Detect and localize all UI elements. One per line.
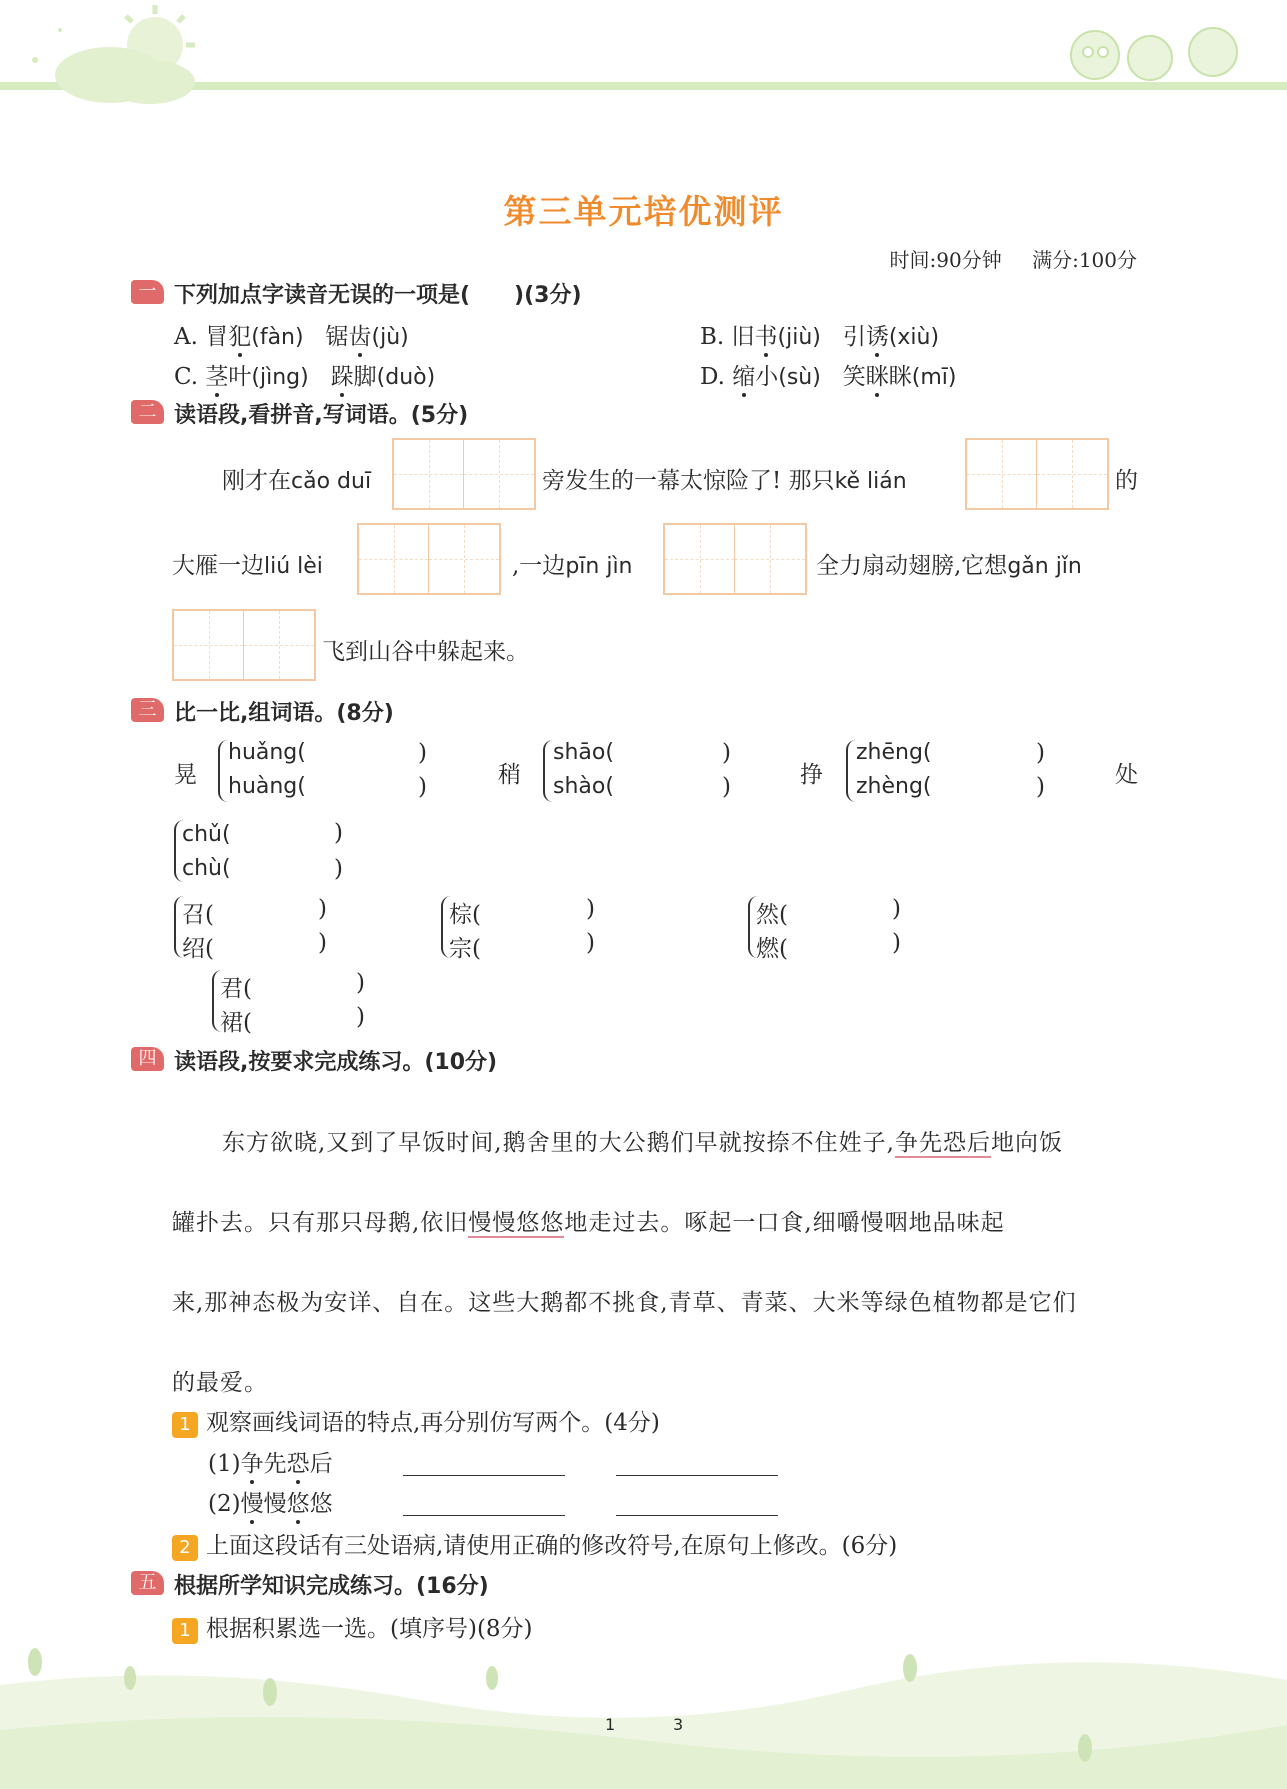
option-a[interactable]: A. 冒犯(fàn) 锯齿(jù)	[174, 318, 409, 351]
answer-blank[interactable]	[616, 1515, 778, 1516]
close-paren: )	[418, 774, 427, 800]
sub-item: (2)慢慢悠悠	[208, 1485, 333, 1518]
compare-word: huǎng(	[228, 740, 306, 765]
passage-line: 来,那神态极为安详、自在。这些大鹅都不挑食,青草、青菜、大米等绿色植物都是它们	[172, 1290, 1077, 1316]
section-badge: 四	[131, 1047, 164, 1071]
compare-word: 君(	[220, 976, 252, 1002]
option-b[interactable]: B. 旧书(jiù) 引诱(xiù)	[700, 318, 939, 351]
passage-line: 东方欲晓,又到了早饭时间,鹅舍里的大公鹅们早就按捺不住姓子,争先恐后地向饭	[222, 1130, 1063, 1156]
close-paren: )	[1036, 740, 1045, 766]
compare-word: 棕(	[449, 902, 481, 928]
close-paren: )	[722, 774, 731, 800]
compare-word: 然(	[756, 902, 788, 928]
exam-meta	[866, 244, 1137, 273]
compare-word: chù(	[182, 856, 231, 881]
section-heading: 下列加点字读音无误的一项是( )(3分)	[174, 283, 582, 308]
option-c[interactable]: C. 茎叶(jìng) 跺脚(duò)	[174, 358, 435, 391]
sub-question: 2 上面这段话有三处语病,请使用正确的修改符号,在原句上修改。(6分)	[172, 1527, 897, 1561]
passage-text: 旁发生的一幕太惊险了! 那只kě lián	[542, 468, 907, 494]
compare-word: 燃(	[756, 936, 788, 962]
answer-grid[interactable]	[357, 523, 501, 595]
compare-char: 稍	[498, 762, 521, 788]
passage-line: 罐扑去。只有那只母鹅,依旧慢慢悠悠地走过去。啄起一口食,细嚼慢咽地品味起	[172, 1210, 1005, 1236]
answer-grid[interactable]	[965, 438, 1109, 510]
section-badge: 二	[131, 400, 164, 424]
close-paren: )	[334, 820, 343, 846]
close-paren: )	[892, 896, 901, 922]
section-badge: 一	[131, 280, 164, 304]
passage-text: 的	[1115, 468, 1138, 494]
compare-char: 挣	[800, 762, 823, 788]
close-paren: )	[318, 896, 327, 922]
page-number-left: 1	[605, 1715, 616, 1734]
answer-grid[interactable]	[663, 523, 807, 595]
section-heading: 读语段,按要求完成练习。(10分)	[174, 1050, 498, 1075]
passage-text: 刚才在cǎo duī	[222, 468, 372, 494]
sub-question: 1 根据积累选一选。(填序号)(8分)	[172, 1610, 533, 1644]
passage-text: 全力扇动翅膀,它想gǎn jǐn	[816, 553, 1082, 579]
full-score: 满分:100分	[1032, 248, 1137, 272]
passage-line: 的最爱。	[172, 1370, 268, 1396]
compare-char: 晃	[174, 762, 197, 788]
page-number-right: 3	[673, 1715, 684, 1734]
close-paren: )	[722, 740, 731, 766]
close-paren: )	[1036, 774, 1045, 800]
footer-landscape	[0, 1640, 1287, 1789]
compare-char: 处	[1115, 762, 1138, 788]
close-paren: )	[334, 856, 343, 882]
close-paren: )	[318, 930, 327, 956]
compare-word: 绍(	[182, 936, 214, 962]
animals-icon	[1071, 28, 1237, 80]
section-heading: 比一比,组词语。(8分)	[174, 701, 394, 726]
compare-word: zhēng(	[856, 740, 932, 765]
compare-word: 召(	[182, 902, 214, 928]
close-paren: )	[356, 970, 365, 996]
compare-word: 裙(	[220, 1010, 252, 1036]
sub-question: 1 观察画线词语的特点,再分别仿写两个。(4分)	[172, 1404, 660, 1438]
header-decoration	[0, 0, 1287, 120]
compare-word: shào(	[553, 774, 614, 799]
answer-blank[interactable]	[403, 1515, 565, 1516]
section-badge: 五	[131, 1571, 164, 1595]
close-paren: )	[892, 930, 901, 956]
compare-word: zhèng(	[856, 774, 932, 799]
time-limit: 时间:90分钟	[889, 248, 1002, 272]
answer-grid[interactable]	[172, 609, 316, 681]
answer-grid[interactable]	[392, 438, 536, 510]
section-heading: 根据所学知识完成练习。(16分)	[174, 1574, 489, 1599]
passage-text: 飞到山谷中躲起来。	[322, 639, 529, 665]
close-paren: )	[586, 896, 595, 922]
passage-text: 大雁一边liú lèi	[172, 553, 323, 579]
underlined-word: 争先恐后	[894, 1130, 991, 1156]
sub-item: (1)争先恐后	[208, 1445, 333, 1478]
section-heading: 读语段,看拼音,写词语。(5分)	[174, 403, 469, 428]
page-title: 第三单元培优测评	[503, 192, 784, 231]
passage-text: ,一边pīn jìn	[512, 553, 633, 579]
compare-word: chǔ(	[182, 822, 231, 847]
answer-blank[interactable]	[403, 1475, 565, 1476]
answer-blank[interactable]	[616, 1475, 778, 1476]
compare-word: 宗(	[449, 936, 481, 962]
section-badge: 三	[131, 698, 164, 722]
close-paren: )	[418, 740, 427, 766]
compare-word: huàng(	[228, 774, 306, 799]
option-d[interactable]: D. 缩小(sù) 笑眯眯(mī)	[700, 358, 956, 391]
compare-word: shāo(	[553, 740, 614, 765]
underlined-word: 慢慢悠悠	[468, 1210, 565, 1236]
close-paren: )	[356, 1004, 365, 1030]
close-paren: )	[586, 930, 595, 956]
